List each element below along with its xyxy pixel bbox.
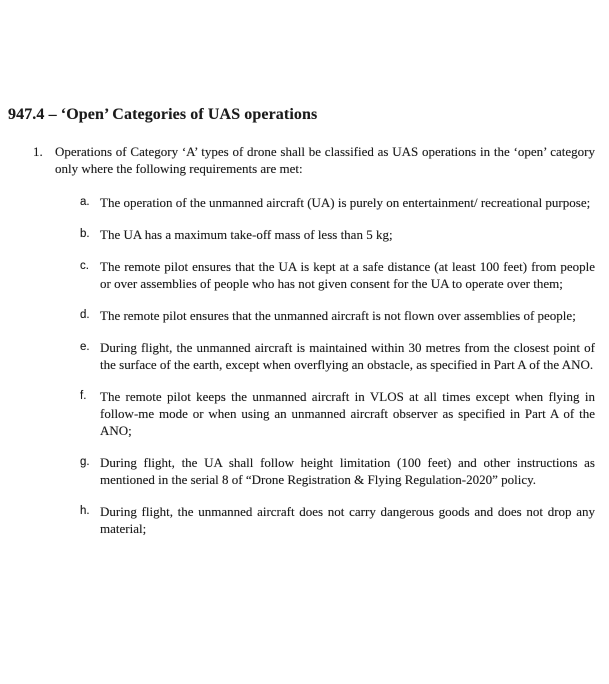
- list-item-text: Operations of Category ‘A’ types of drone shall be classified as UAS operations in the ‘open’ category only where the following requirements are met:: [55, 144, 595, 176]
- sub-list-item-g: [80, 454, 595, 488]
- section-heading: 947.4 – ‘Open’ Categories of UAS operations: [8, 106, 318, 123]
- list-letter: g.: [80, 456, 90, 468]
- sub-list-item-a: [80, 194, 595, 211]
- list-letter: d.: [80, 309, 90, 321]
- sub-item-text: The remote pilot keeps the unmanned aircraft in VLOS at all times except when flying in follow-me mode or when using an unmanned aircraft observer as specified in Part A of the ANO;: [100, 389, 595, 438]
- sub-item-text: During flight, the UA shall follow height limitation (100 feet) and other instructions as mentioned in the serial 8 of “Drone Registration & Flying Regulation-2020” policy.: [100, 455, 595, 487]
- list-letter: f.: [80, 390, 87, 402]
- sub-item-text: The UA has a maximum take-off mass of less than 5 kg;: [100, 227, 393, 242]
- sub-list-item-b: [80, 226, 595, 243]
- sub-list-item-c: [80, 258, 595, 292]
- sub-list-item-f: [80, 388, 595, 439]
- sub-item-text: The remote pilot ensures that the UA is kept at a safe distance (at least 100 feet) from people or over assemblies of people who has not given consent for the UA to operate over them;: [100, 259, 595, 291]
- list-number: 1.: [33, 144, 43, 159]
- sub-list-item-d: [80, 307, 595, 324]
- list-letter: c.: [80, 260, 89, 272]
- numbered-list-item-1: [33, 143, 595, 177]
- sub-item-text: During flight, the unmanned aircraft does not carry dangerous goods and does not drop any material;: [100, 504, 595, 536]
- list-letter: b.: [80, 228, 90, 240]
- list-letter: a.: [80, 196, 90, 208]
- sub-item-text: The operation of the unmanned aircraft (UA) is purely on entertainment/ recreational purpose;: [100, 195, 591, 210]
- sub-list-item-e: [80, 339, 595, 373]
- sub-list-item-h: [80, 503, 595, 537]
- sub-item-text: During flight, the unmanned aircraft is maintained within 30 metres from the closest point of the surface of the earth, except when overflying an obstacle, as specified in Part A of the ANO.: [100, 340, 595, 372]
- list-letter: h.: [80, 505, 90, 517]
- sub-item-text: The remote pilot ensures that the unmanned aircraft is not flown over assemblies of people;: [100, 308, 576, 323]
- list-letter: e.: [80, 341, 90, 353]
